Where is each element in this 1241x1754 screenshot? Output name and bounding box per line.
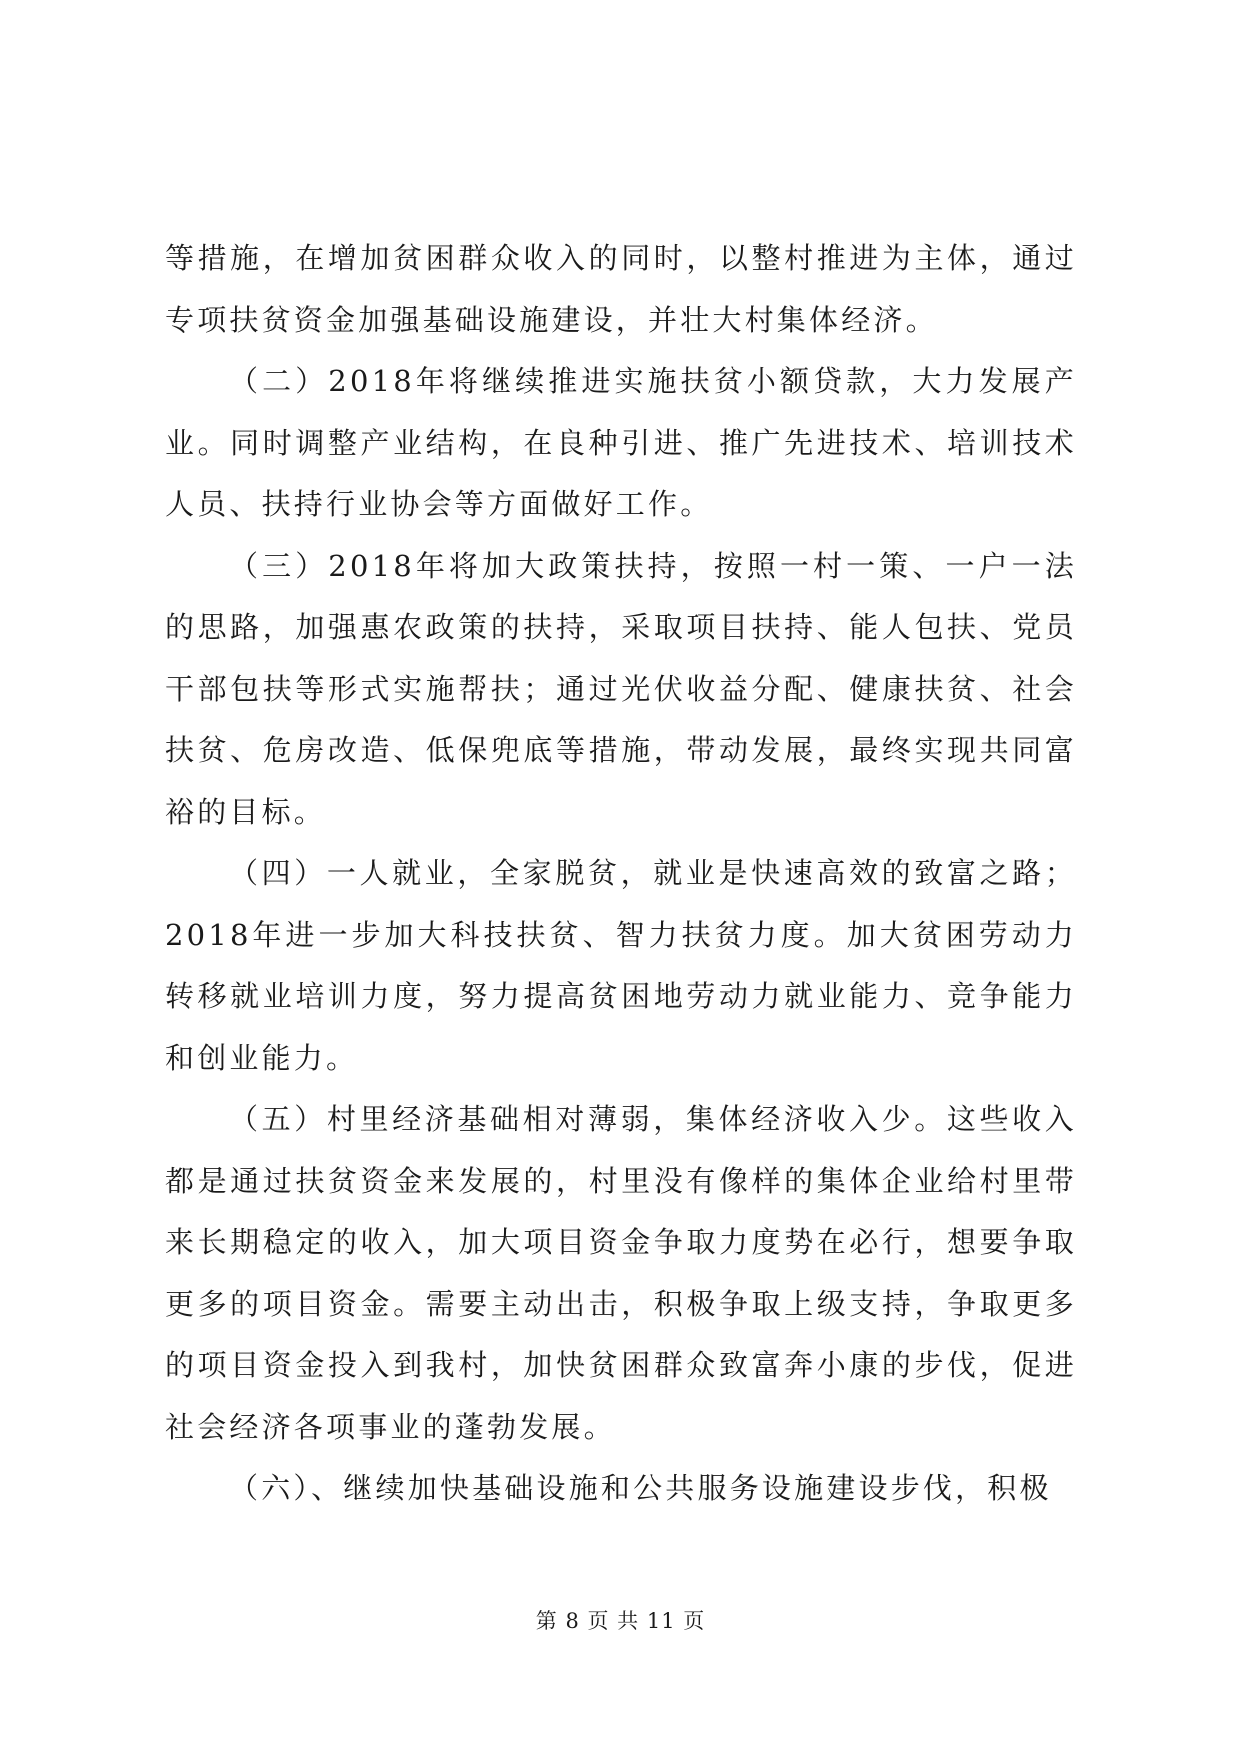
paragraph-item-2: （二）2018年将继续推进实施扶贫小额贷款，大力发展产业。同时调整产业结构，在良种引进、推广先进技术、培训技术人员、扶持行业协会等方面做好工作。 — [165, 364, 1077, 521]
paragraph-continuation: 等措施，在增加贫困群众收入的同时，以整村推进为主体，通过专项扶贫资金加强基础设施建设，并壮大村集体经济。 — [165, 241, 1077, 337]
paragraph-item-3: （三）2018年将加大政策扶持，按照一村一策、一户一法的思路，加强惠农政策的扶持，采取项目扶持、能人包扶、党员干部包扶等形式实施帮扶；通过光伏收益分配、健康扶贫、社会扶贫、危房改造、低保兜底等措施，带动发展，最终实现共同富裕的目标。 — [165, 548, 1077, 829]
paragraph-item-4: （四）一人就业，全家脱贫，就业是快速高效的致富之路；2018年进一步加大科技扶贫、智力扶贫力度。加大贫困劳动力转移就业培训力度，努力提高贫困地劳动力就业能力、竞争能力和创业能力。 — [165, 856, 1077, 1075]
page-number-footer: 第 8 页 共 11 页 — [535, 1609, 706, 1633]
document-body — [165, 228, 1077, 1520]
paragraph-item-5: （五）村里经济基础相对薄弱，集体经济收入少。这些收入都是通过扶贫资金来发展的，村里没有像样的集体企业给村里带来长期稳定的收入，加大项目资金争取力度势在必行，想要争取更多的项目资金。需要主动出击，积极争取上级支持，争取更多的项目资金投入到我村，加快贫困群众致富奔小康的步伐，促进社会经济各项事业的蓬勃发展。 — [165, 1102, 1077, 1444]
paragraph-item-6: （六）、继续加快基础设施和公共服务设施建设步伐，积极 — [229, 1471, 1052, 1505]
